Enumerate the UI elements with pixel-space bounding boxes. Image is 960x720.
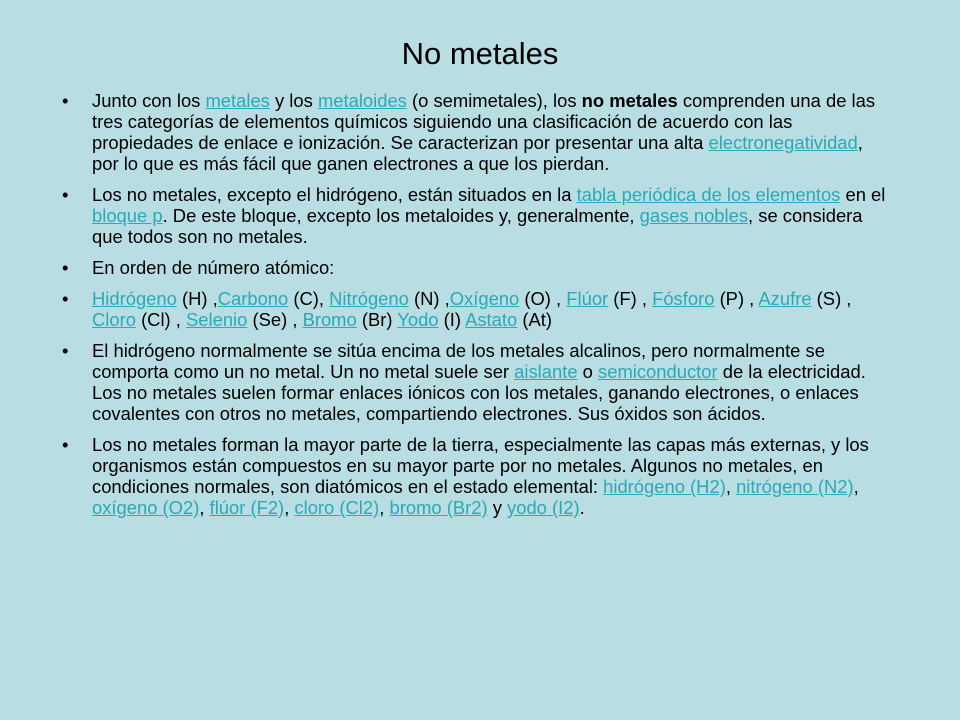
link-tabla-periodica[interactable]: tabla periódica de los elementos [576,184,841,205]
bullet-marker: • [62,90,69,111]
bullet-marker: • [62,340,69,361]
link-yodo[interactable]: Yodo [397,309,439,330]
link-fluor-f2[interactable]: flúor (F2) [209,497,285,518]
link-cloro-cl2[interactable]: cloro (Cl2) [294,497,380,518]
link-bromo[interactable]: Bromo [302,309,357,330]
link-bloque-p[interactable]: bloque p [92,205,163,226]
link-metales[interactable]: metales [205,90,270,111]
bullet-item-hydrogen: • El hidrógeno normalmente se sitúa encima de los metales alcalinos, pero normalmente se comporta como un no metal. Un no metal suele ser aislante o semiconductor de la electricidad. Los no metales suelen formar enlaces iónicos con los metales, ganando electrones, o enlaces covalentes con otros no metales, compartiendo electrones. Sus óxidos son ácidos. [62,340,866,424]
link-electronegatividad[interactable]: electronegatividad [708,132,858,153]
bullet-item-order: • En orden de número atómico: [62,257,335,278]
link-hidrogeno-h2[interactable]: hidrógeno (H2) [603,476,726,497]
link-azufre[interactable]: Azufre [758,288,812,309]
link-selenio[interactable]: Selenio [186,309,248,330]
bullet-marker: • [62,257,69,278]
link-fluor[interactable]: Flúor [566,288,609,309]
link-hidrogeno[interactable]: Hidrógeno [92,288,177,309]
bullet-item-location: • Los no metales, excepto el hidrógeno, están situados en la tabla periódica de los elementos en el bloque p. De este bloque, excepto los metaloides y, generalmente, gases nobles, se considera que todos son no metales. [62,184,886,247]
link-oxigeno-o2[interactable]: oxígeno (O2) [92,497,200,518]
bullet-marker: • [62,434,69,455]
link-astato[interactable]: Astato [465,309,518,330]
link-semiconductor[interactable]: semiconductor [598,361,718,382]
link-metaloides[interactable]: metaloides [317,90,407,111]
bullet-marker: • [62,288,69,309]
bullet-list [62,90,892,528]
link-yodo-i2[interactable]: yodo (I2) [507,497,580,518]
bullet-item-definition: • Junto con los metales y los metaloides (o semimetales), los no metales comprenden una de las tres categorías de elementos químicos siguiendo una clasificación de acuerdo con las propiedades de enlace e ionización. Se caracterizan por presentar una alta electronegatividad, por lo que es más fácil que ganen electrones a que los pierdan. [62,90,876,174]
link-nitrogeno-n2[interactable]: nitrógeno (N2) [736,476,854,497]
link-oxigeno[interactable]: Oxígeno [449,288,520,309]
link-bromo-br2[interactable]: bromo (Br2) [389,497,488,518]
link-nitrogeno[interactable]: Nitrógeno [329,288,409,309]
bullet-marker: • [62,184,69,205]
bold-term: no metales [581,90,678,111]
link-cloro[interactable]: Cloro [92,309,136,330]
bullet-item-elements: • Hidrógeno (H) ,Carbono (C), Nitrógeno (N) ,Oxígeno (O) , Flúor (F) , Fósforo (P) , Azufre (S) , Cloro (Cl) , Selenio (Se) , Bromo (Br) Yodo (I) Astato (At) [62,288,852,330]
link-fosforo[interactable]: Fósforo [652,288,715,309]
link-aislante[interactable]: aislante [514,361,578,382]
bullet-item-diatomic: • Los no metales forman la mayor parte de la tierra, especialmente las capas más externas, y los organismos están compuestos en su mayor parte por no metales. Algunos no metales, en condiciones normales, son diatómicos en el estado elemental: hidrógeno (H2), nitrógeno (N2), oxígeno (O2), flúor (F2), cloro (Cl2), bromo (Br2) y yodo (I2). [62,434,869,518]
slide-title: No metales [401,36,559,71]
link-gases-nobles[interactable]: gases nobles [639,205,749,226]
link-carbono[interactable]: Carbono [217,288,289,309]
